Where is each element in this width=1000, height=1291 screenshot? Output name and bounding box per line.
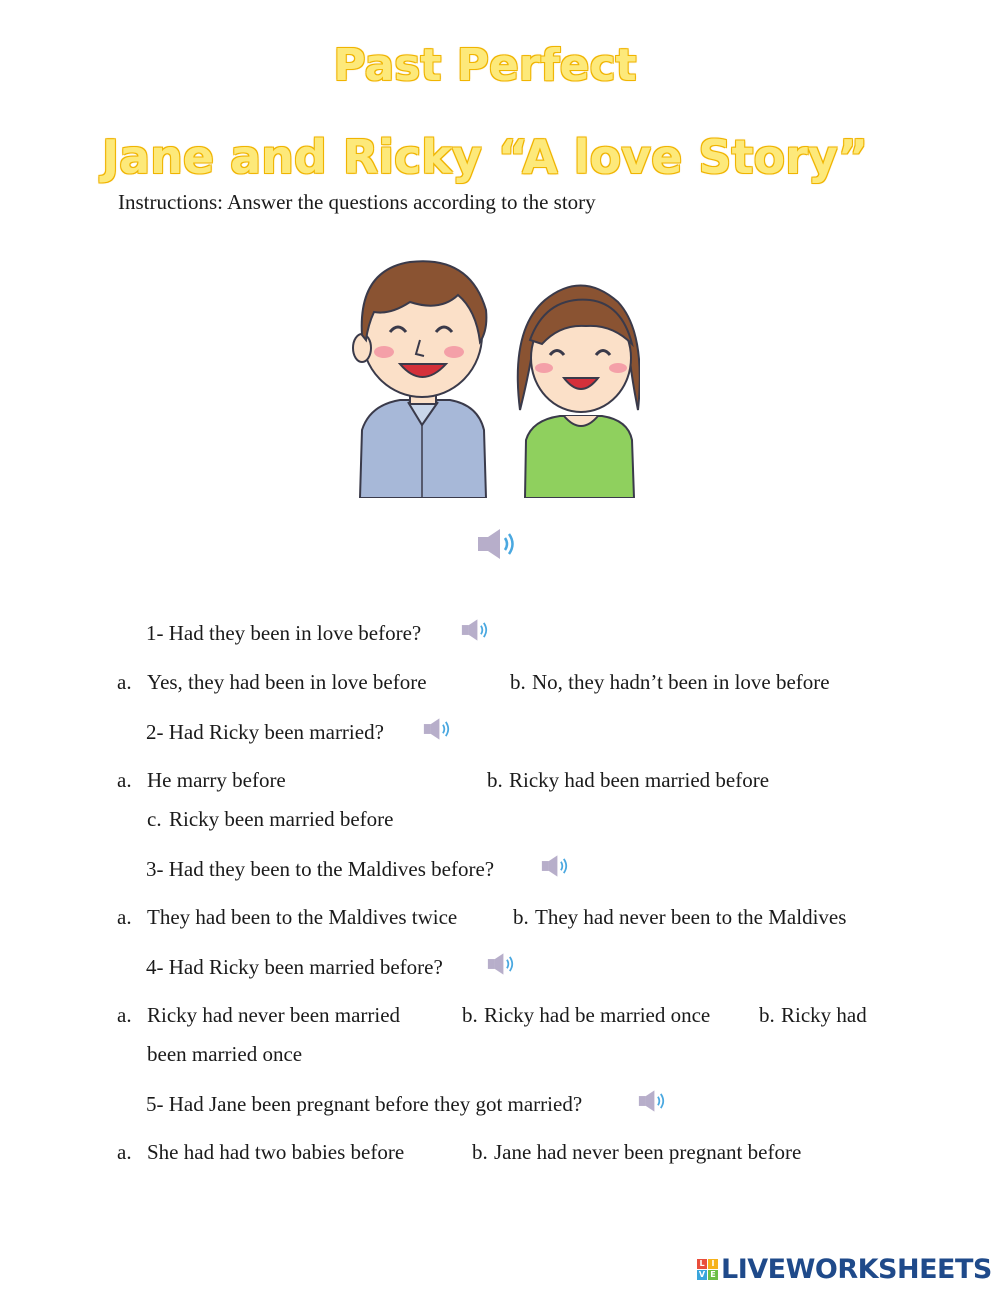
logo-mark xyxy=(697,1259,718,1280)
q2-option-c-marker: c. xyxy=(147,807,162,831)
question-1: 1- Had they been in love before? xyxy=(146,621,422,645)
instructions-text: Instructions: Answer the questions according to the story xyxy=(118,190,596,214)
question-4-speaker-icon[interactable] xyxy=(486,952,518,976)
q2-option-b[interactable]: Ricky had been married before xyxy=(509,768,770,792)
question-1-speaker-icon[interactable] xyxy=(460,618,492,642)
logo-letter-i: I xyxy=(708,1259,718,1269)
girl-figure xyxy=(518,285,640,498)
q4-option-b2[interactable]: Ricky had xyxy=(781,1003,867,1027)
logo-text: LIVEWORKSHEETS xyxy=(721,1254,992,1285)
q4-option-b[interactable]: Ricky had be married once xyxy=(484,1003,711,1027)
q3-option-a[interactable]: They had been to the Maldives twice xyxy=(147,905,458,929)
logo-letter-e: E xyxy=(708,1270,718,1280)
q3-option-b[interactable]: They had never been to the Maldives xyxy=(535,905,847,929)
worksheet-title: Past Perfect xyxy=(333,40,637,91)
boy-figure xyxy=(353,261,486,498)
q2-option-b-marker: b. xyxy=(487,768,503,792)
q4-option-a-marker: a. xyxy=(117,1003,132,1027)
q5-option-a[interactable]: She had had two babies before xyxy=(147,1140,405,1164)
question-5: 5- Had Jane been pregnant before they got married? xyxy=(146,1092,583,1116)
q2-option-a[interactable]: He marry before xyxy=(147,768,286,792)
q1-option-a-marker: a. xyxy=(117,670,132,694)
q1-option-b[interactable]: No, they hadn’t been in love before xyxy=(532,670,830,694)
q4-option-b2-continued[interactable]: been married once xyxy=(147,1042,303,1066)
q5-option-a-marker: a. xyxy=(117,1140,132,1164)
logo-letter-l: L xyxy=(697,1259,707,1269)
q4-option-b2-marker: b. xyxy=(759,1003,775,1027)
logo-letter-v: V xyxy=(698,1270,706,1279)
worksheet-subtitle: Jane and Ricky “A love Story” xyxy=(101,130,868,184)
question-2: 2- Had Ricky been married? xyxy=(146,720,384,744)
q3-option-a-marker: a. xyxy=(117,905,132,929)
question-3: 3- Had they been to the Maldives before? xyxy=(146,857,495,881)
q5-option-b[interactable]: Jane had never been pregnant before xyxy=(494,1140,802,1164)
question-2-speaker-icon[interactable] xyxy=(422,717,454,741)
question-4: 4- Had Ricky been married before? xyxy=(146,955,443,979)
question-5-speaker-icon[interactable] xyxy=(637,1089,669,1113)
q3-option-b-marker: b. xyxy=(513,905,529,929)
q4-option-b-marker: b. xyxy=(462,1003,478,1027)
question-3-speaker-icon[interactable] xyxy=(540,854,572,878)
story-speaker-icon[interactable] xyxy=(476,527,520,561)
q5-option-b-marker: b. xyxy=(472,1140,488,1164)
q1-option-a[interactable]: Yes, they had been in love before xyxy=(147,670,427,694)
q1-option-b-marker: b. xyxy=(510,670,526,694)
liveworksheets-logo[interactable] xyxy=(697,1254,992,1285)
q2-option-c[interactable]: Ricky been married before xyxy=(169,807,394,831)
q2-option-a-marker: a. xyxy=(117,768,132,792)
couple-illustration xyxy=(350,240,640,498)
q4-option-a[interactable]: Ricky had never been married xyxy=(147,1003,401,1027)
